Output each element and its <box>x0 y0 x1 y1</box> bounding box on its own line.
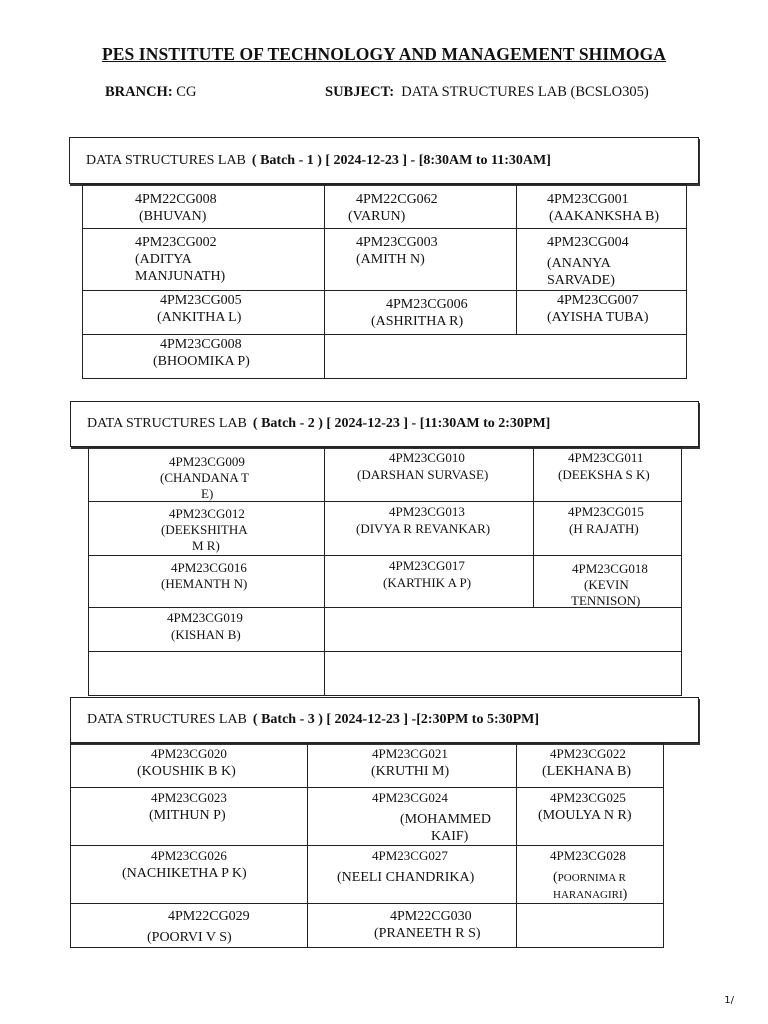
student-name-line2: TENNISON) <box>571 593 641 608</box>
student-cell <box>308 904 517 948</box>
student-id: 4PM23CG024 <box>372 790 448 805</box>
paren-close: ) <box>622 887 628 902</box>
student-name-line2: SARVADE) <box>547 273 615 288</box>
student-id: 4PM23CG012 <box>169 506 245 521</box>
branch-value: CG <box>176 84 197 100</box>
student-cell <box>517 229 687 291</box>
student-cell <box>534 556 682 608</box>
batch-2-lab: DATA STRUCTURES LAB <box>87 416 247 431</box>
student-name-line2: M R) <box>192 538 220 553</box>
student-cell <box>325 448 534 502</box>
student-id: 4PM23CG013 <box>389 504 465 519</box>
student-cell <box>325 185 517 229</box>
student-cell <box>325 229 517 291</box>
student-name-line2: MANJUNATH) <box>135 269 226 284</box>
student-id: 4PM23CG007 <box>557 293 639 308</box>
student-name: (KISHAN B) <box>171 627 241 642</box>
student-name: (PRANEETH R S) <box>374 926 481 941</box>
student-name: (AAKANKSHA B) <box>549 209 660 224</box>
batch-1-header <box>69 137 699 184</box>
student-cell <box>83 335 325 379</box>
table-row <box>89 502 682 556</box>
table-row <box>71 846 664 904</box>
student-name-line1: (ADITYA <box>135 252 192 267</box>
table-row <box>83 291 687 335</box>
student-cell <box>71 846 308 904</box>
student-name-line1: (DEEKSHITHA <box>161 522 248 537</box>
empty-cell <box>325 608 682 652</box>
student-id: 4PM23CG006 <box>386 297 468 312</box>
student-cell <box>517 744 664 788</box>
batch-3-lab: DATA STRUCTURES LAB <box>87 712 247 727</box>
batch-2-header <box>70 401 699 447</box>
student-name-line1: (ANANYA <box>547 256 611 271</box>
student-id: 4PM23CG016 <box>171 560 247 575</box>
empty-cell <box>325 335 687 379</box>
student-id: 4PM23CG003 <box>356 235 438 250</box>
student-cell <box>308 788 517 846</box>
student-id: 4PM22CG030 <box>390 909 472 924</box>
student-cell <box>517 291 687 335</box>
branch-label: BRANCH: <box>105 84 173 100</box>
student-name: (ASHRITHA R) <box>371 314 464 329</box>
student-id: 4PM23CG026 <box>151 848 227 863</box>
student-id: 4PM22CG062 <box>356 192 438 207</box>
student-name-line2: HARANAGIRI <box>553 889 623 901</box>
table-row <box>71 744 664 788</box>
student-cell <box>89 608 325 652</box>
student-id: 4PM23CG018 <box>572 561 648 576</box>
table-row <box>89 608 682 652</box>
batch-3-header <box>70 697 699 743</box>
student-cell <box>83 291 325 335</box>
student-cell <box>89 556 325 608</box>
student-id: 4PM23CG010 <box>389 450 465 465</box>
student-name-line2: E) <box>201 486 214 501</box>
batch-2-info: ( Batch - 2 ) [ 2024-12-23 ] - [11:30AM to 2:30PM] <box>252 416 551 431</box>
student-name: (KARTHIK A P) <box>383 575 472 590</box>
student-cell <box>308 744 517 788</box>
page-number: 1/ <box>724 995 734 1006</box>
student-id: 4PM23CG008 <box>160 337 242 352</box>
batch-1-info: ( Batch - 1 ) [ 2024-12-23 ] - [8:30AM to 11:30AM] <box>251 152 551 168</box>
student-name: (VARUN) <box>348 209 406 224</box>
student-id: 4PM23CG020 <box>151 746 227 761</box>
subject-line <box>325 84 649 101</box>
student-name: (ANKITHA L) <box>157 310 242 325</box>
student-cell <box>517 185 687 229</box>
student-name-line1: (KEVIN <box>584 577 629 592</box>
student-name: (H RAJATH) <box>569 521 639 536</box>
student-name-line1: POORNIMA R <box>557 872 626 884</box>
paren-open: ( <box>553 870 558 885</box>
student-cell <box>83 229 325 291</box>
student-name: (AYISHA TUBA) <box>547 310 649 325</box>
student-name: (NEELI CHANDRIKA) <box>337 870 475 885</box>
student-id: 4PM23CG025 <box>550 790 626 805</box>
student-name-line1-wrap <box>553 869 626 887</box>
student-name: (BHUVAN) <box>139 209 207 224</box>
student-cell <box>325 556 534 608</box>
student-id: 4PM23CG002 <box>135 235 217 250</box>
student-id: 4PM23CG023 <box>151 790 227 805</box>
student-id: 4PM23CG019 <box>167 610 243 625</box>
student-id: 4PM23CG009 <box>169 454 245 469</box>
student-cell <box>89 448 325 502</box>
empty-cell <box>517 904 664 948</box>
student-id: 4PM23CG017 <box>389 558 465 573</box>
institute-title: PES INSTITUTE OF TECHNOLOGY AND MANAGEMENT SHIMOGA <box>101 44 667 64</box>
student-id: 4PM23CG005 <box>160 293 242 308</box>
student-cell <box>325 502 534 556</box>
empty-cell <box>325 652 682 696</box>
student-cell <box>71 788 308 846</box>
student-name-line1: (CHANDANA T <box>160 470 249 485</box>
student-cell <box>517 788 664 846</box>
student-id: 4PM23CG001 <box>547 192 629 207</box>
student-name-line2-wrap <box>553 886 627 904</box>
table-row <box>89 556 682 608</box>
student-cell <box>325 291 517 335</box>
student-id: 4PM23CG011 <box>568 450 644 465</box>
empty-cell <box>89 652 325 696</box>
table-row <box>83 335 687 379</box>
student-id: 4PM23CG015 <box>568 504 644 519</box>
student-name: (POORVI V S) <box>147 930 232 945</box>
student-id: 4PM23CG004 <box>547 235 629 250</box>
student-name: (MOULYA N R) <box>538 808 632 823</box>
student-id: 4PM23CG027 <box>372 848 448 863</box>
student-cell <box>71 904 308 948</box>
batch-1-lab: DATA STRUCTURES LAB <box>86 152 246 168</box>
batch-3-info: ( Batch - 3 ) [ 2024-12-23 ] -[2:30PM to 5:30PM] <box>252 712 540 727</box>
student-name: (BHOOMIKA P) <box>153 354 250 369</box>
student-name: (HEMANTH N) <box>161 576 248 591</box>
student-name: (KOUSHIK B K) <box>137 764 236 779</box>
student-cell <box>534 448 682 502</box>
student-cell <box>534 502 682 556</box>
table-row <box>83 185 687 229</box>
subject-value: DATA STRUCTURES LAB (BCSLO305) <box>401 84 649 100</box>
table-row <box>89 448 682 502</box>
student-name: (DEEKSHA S K) <box>558 467 650 482</box>
student-id: 4PM23CG028 <box>550 848 626 863</box>
student-id: 4PM22CG008 <box>135 192 217 207</box>
student-name: (LEKHANA B) <box>542 764 632 779</box>
table-row <box>89 652 682 696</box>
student-name: (AMITH N) <box>356 252 425 267</box>
student-cell <box>83 185 325 229</box>
student-cell <box>517 846 664 904</box>
table-row <box>83 229 687 291</box>
student-name: (DIVYA R REVANKAR) <box>356 521 491 536</box>
batch-1-table <box>82 184 687 379</box>
student-name: (NACHIKETHA P K) <box>122 866 247 881</box>
subject-label: SUBJECT: <box>325 84 395 100</box>
student-name-line1: (MOHAMMED <box>400 812 491 827</box>
student-name-line2: KAIF) <box>431 829 469 844</box>
student-name: (DARSHAN SURVASE) <box>357 467 489 482</box>
student-name: (KRUTHI M) <box>371 764 450 779</box>
student-id: 4PM23CG021 <box>372 746 448 761</box>
student-cell <box>71 744 308 788</box>
student-cell <box>89 502 325 556</box>
student-cell <box>308 846 517 904</box>
student-id: 4PM23CG022 <box>550 746 626 761</box>
batch-2-table <box>88 447 682 696</box>
branch-line <box>105 84 196 101</box>
batch-3-table <box>70 743 664 948</box>
table-row <box>71 904 664 948</box>
table-row <box>71 788 664 846</box>
student-name: (MITHUN P) <box>149 808 226 823</box>
student-id: 4PM22CG029 <box>168 909 250 924</box>
